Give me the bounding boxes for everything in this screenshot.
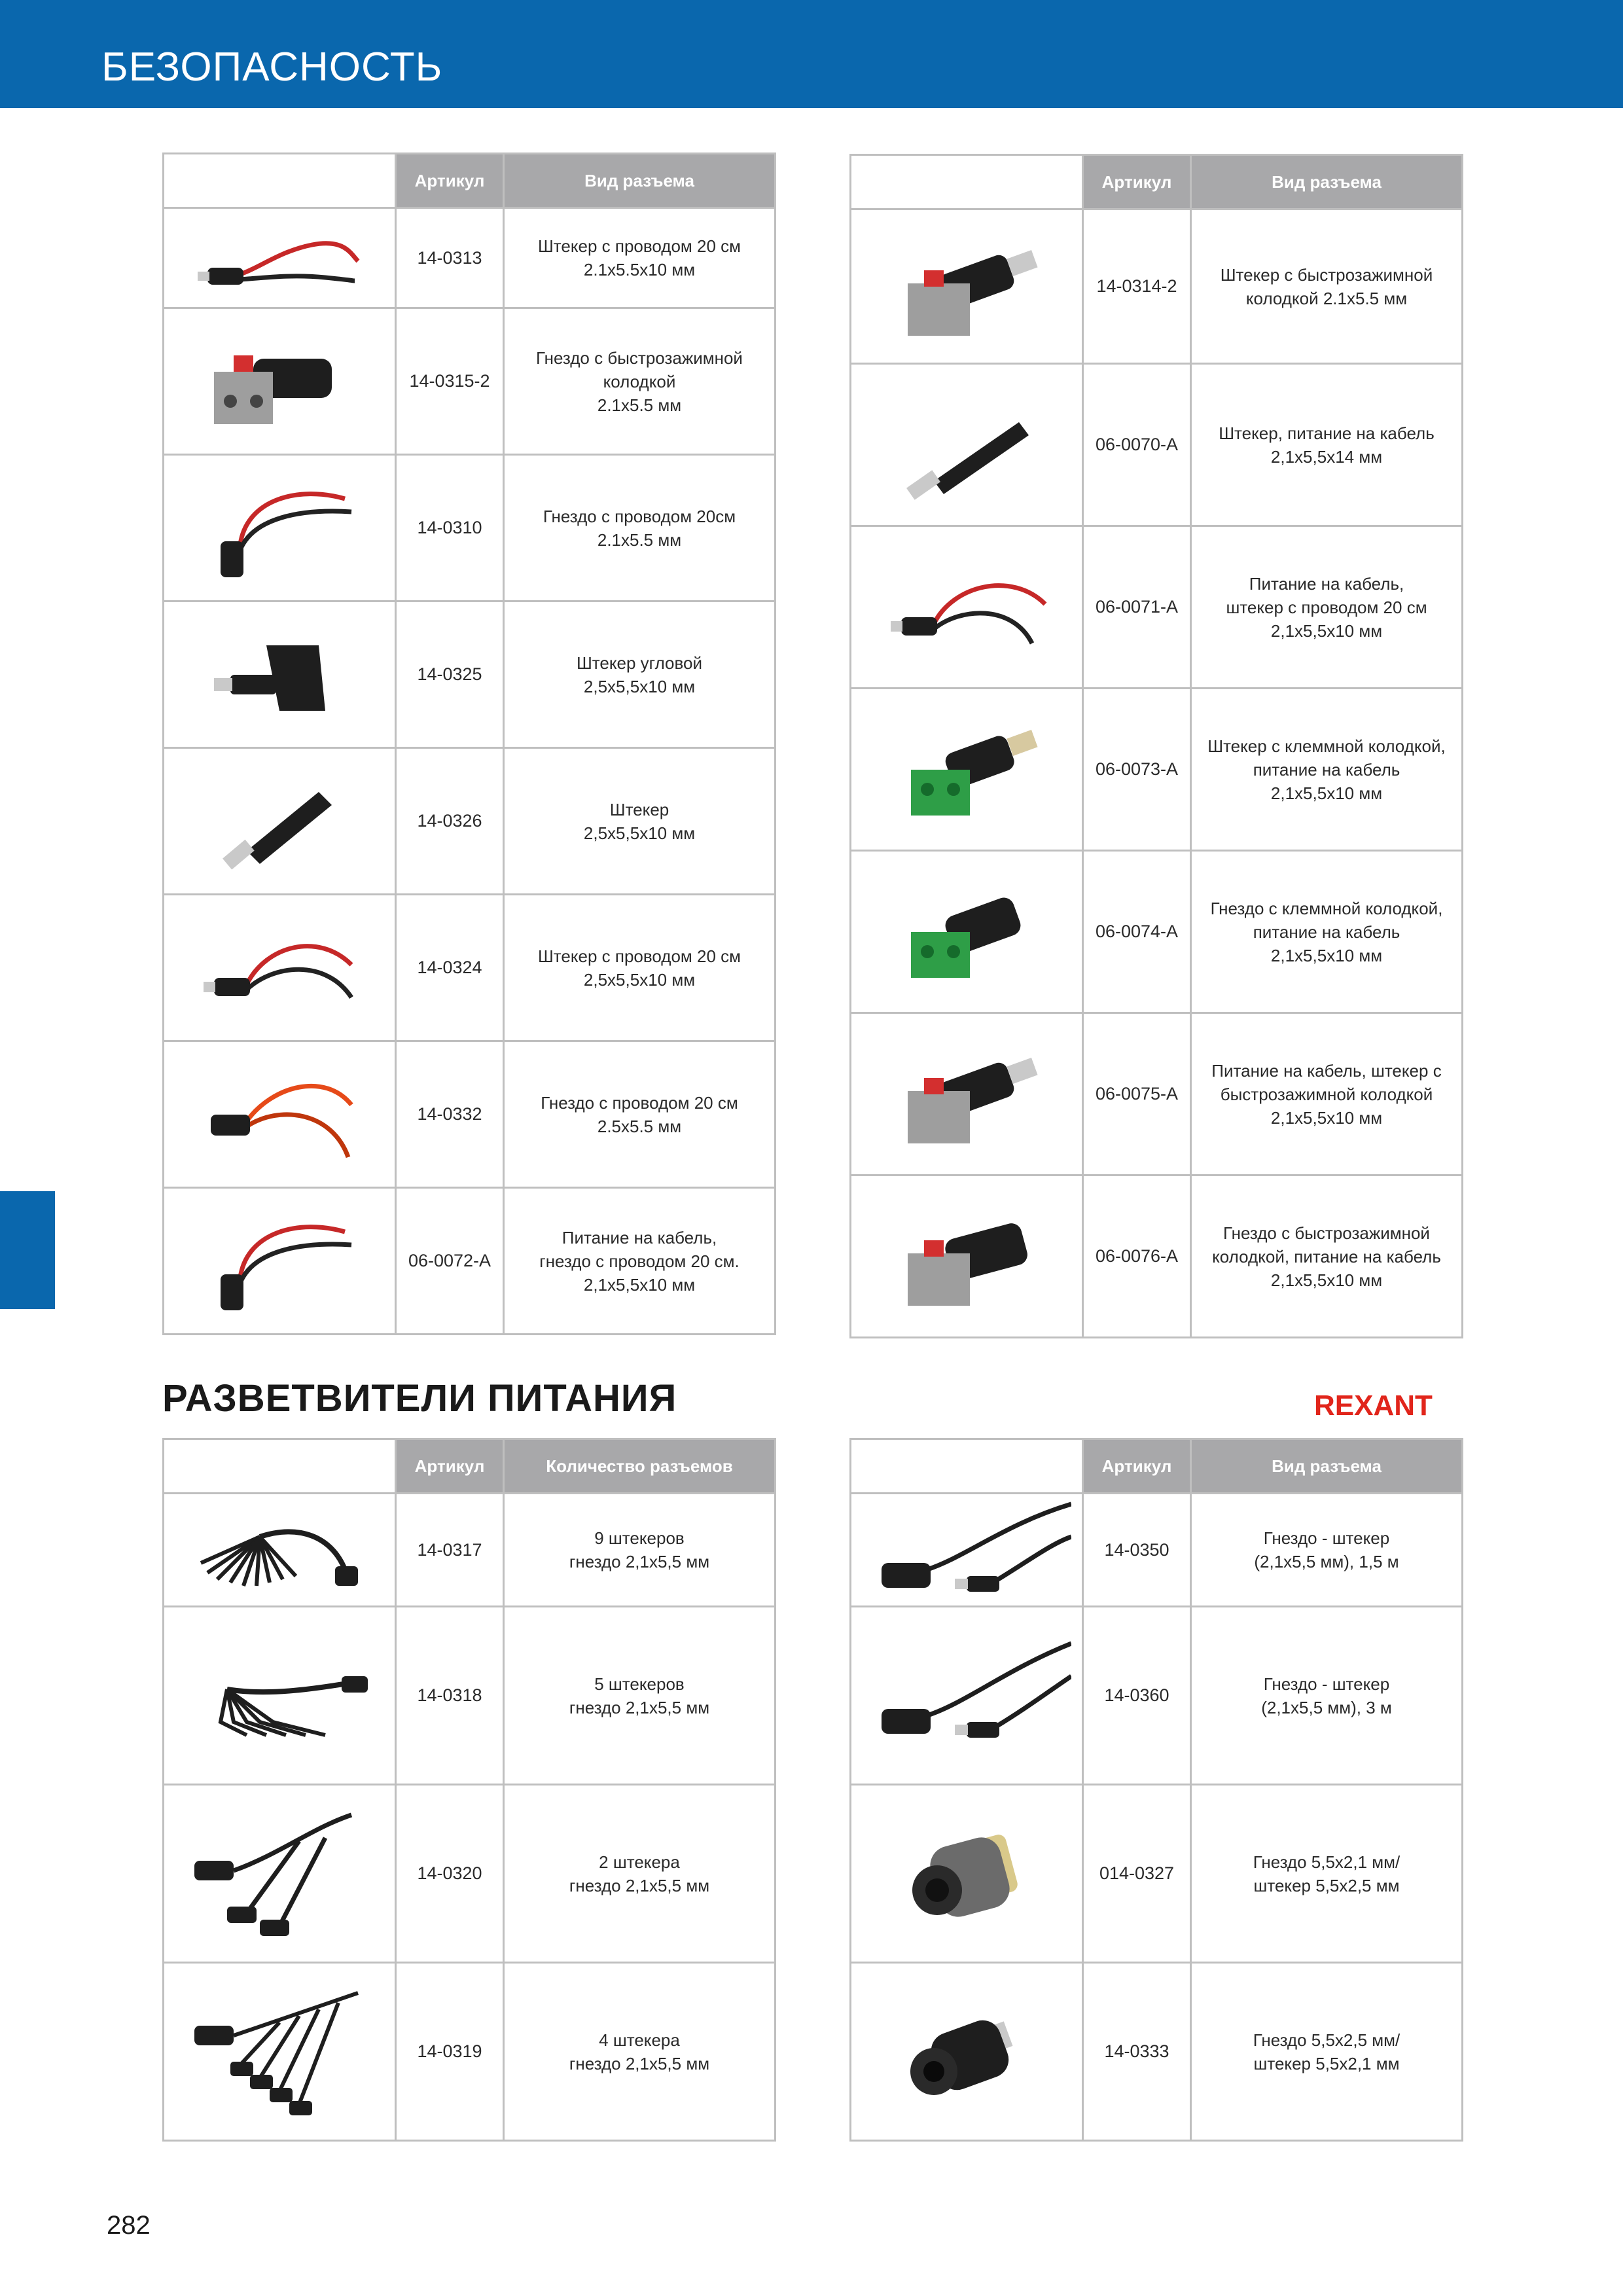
product-image xyxy=(851,1494,1083,1607)
desc-column-header: Вид разъема xyxy=(1191,155,1463,209)
header-bar xyxy=(0,0,1623,108)
desc-column-header: Количество разъемов xyxy=(504,1439,776,1494)
socket-wire-icon xyxy=(194,473,365,584)
table-row xyxy=(851,364,1463,526)
description-cell: 2 штекера гнездо 2,1x5,5 мм xyxy=(504,1785,776,1963)
article-cell: 06-0070-A xyxy=(1083,364,1191,526)
extension-cable-icon xyxy=(862,1630,1071,1761)
socket-clamp-icon xyxy=(194,326,365,437)
product-image xyxy=(164,208,396,308)
article-cell: 14-0310 xyxy=(396,455,504,601)
article-cell: 014-0327 xyxy=(1083,1785,1191,1963)
table-row xyxy=(164,1041,776,1188)
table-row xyxy=(164,895,776,1041)
article-cell: 14-0324 xyxy=(396,895,504,1041)
socket-terminal-green-icon xyxy=(882,870,1052,994)
image-column-header xyxy=(851,155,1083,209)
splitters-table-left xyxy=(162,1438,776,2142)
product-image xyxy=(851,364,1083,526)
article-cell: 06-0075-A xyxy=(1083,1013,1191,1175)
description-cell: Штекер угловой 2,5x5,5x10 мм xyxy=(504,601,776,748)
table-header-row xyxy=(164,1439,776,1494)
table-row xyxy=(851,1963,1463,2141)
table-row xyxy=(164,208,776,308)
image-column-header xyxy=(164,154,396,208)
connectors-table-right xyxy=(849,154,1463,1338)
product-image xyxy=(851,1785,1083,1963)
product-image xyxy=(851,689,1083,851)
table-row xyxy=(164,1607,776,1785)
description-cell: Гнездо с быстрозажимной колодкой 2.1x5.5 мм xyxy=(504,308,776,455)
rexant-logo xyxy=(1314,1388,1461,1420)
description-cell: Штекер с быстрозажимной колодкой 2.1x5.5 мм xyxy=(1191,209,1463,364)
product-image xyxy=(851,1607,1083,1785)
description-cell: Штекер с проводом 20 см 2.1x5.5x10 мм xyxy=(504,208,776,308)
product-image xyxy=(164,1041,396,1188)
connectors-table-left xyxy=(162,152,776,1335)
description-cell: Гнездо - штекер (2,1x5,5 мм), 1,5 м xyxy=(1191,1494,1463,1607)
table-header-row xyxy=(851,155,1463,209)
article-cell: 14-0315-2 xyxy=(396,308,504,455)
plug-wire-icon xyxy=(194,912,365,1024)
product-image xyxy=(164,1188,396,1335)
table-row xyxy=(164,1785,776,1963)
table-row xyxy=(164,455,776,601)
table-row xyxy=(164,308,776,455)
article-column-header: Артикул xyxy=(396,154,504,208)
article-column-header: Артикул xyxy=(1083,155,1191,209)
plug-wire-icon xyxy=(882,545,1052,670)
splitter-9-icon xyxy=(181,1498,378,1602)
table-row xyxy=(851,1494,1463,1607)
article-cell: 14-0350 xyxy=(1083,1494,1191,1607)
page-number: 282 xyxy=(107,2211,151,2240)
description-cell: 5 штекеров гнездо 2,1x5,5 мм xyxy=(504,1607,776,1785)
extension-cable-icon xyxy=(862,1498,1071,1602)
product-image xyxy=(164,601,396,748)
adapter-black-icon xyxy=(882,1986,1052,2117)
plug-clamp-icon xyxy=(882,1032,1052,1157)
socket-clamp-icon xyxy=(882,1194,1052,1319)
article-cell: 14-0360 xyxy=(1083,1607,1191,1785)
splitter-5-icon xyxy=(181,1630,378,1761)
description-cell: Штекер с проводом 20 см 2,5x5,5x10 мм xyxy=(504,895,776,1041)
product-image xyxy=(164,895,396,1041)
description-cell: Гнездо - штекер (2,1x5,5 мм), 3 м xyxy=(1191,1607,1463,1785)
section-title: РАЗВЕТВИТЕЛИ ПИТАНИЯ xyxy=(162,1377,677,1420)
article-cell: 14-0317 xyxy=(396,1494,504,1607)
product-image xyxy=(164,1785,396,1963)
description-cell: 9 штекеров гнездо 2,1x5,5 мм xyxy=(504,1494,776,1607)
article-cell: 06-0072-A xyxy=(396,1188,504,1335)
description-cell: Питание на кабель, штекер с быстрозажимной колодкой 2,1x5,5x10 мм xyxy=(1191,1013,1463,1175)
article-cell: 06-0076-A xyxy=(1083,1175,1191,1338)
description-cell: Штекер 2,5x5,5x10 мм xyxy=(504,748,776,895)
table-row xyxy=(851,1607,1463,1785)
article-cell: 14-0314-2 xyxy=(1083,209,1191,364)
straight-plug-icon xyxy=(194,766,365,877)
table-row xyxy=(851,209,1463,364)
brand-name: REXANT xyxy=(1314,1390,1433,1420)
image-column-header xyxy=(851,1439,1083,1494)
table-header-row xyxy=(164,154,776,208)
splitter-2-icon xyxy=(181,1802,378,1946)
table-row xyxy=(851,1175,1463,1338)
description-cell: Гнездо с быстрозажимной колодкой, питание на кабель 2,1x5,5x10 мм xyxy=(1191,1175,1463,1338)
description-cell: Питание на кабель, штекер с проводом 20 см 2,1x5,5x10 мм xyxy=(1191,526,1463,689)
table-row xyxy=(164,1188,776,1335)
product-image xyxy=(851,1013,1083,1175)
table-row xyxy=(851,1785,1463,1963)
desc-column-header: Вид разъема xyxy=(1191,1439,1463,1494)
side-tab-marker xyxy=(0,1191,55,1309)
product-image xyxy=(851,209,1083,364)
plug-terminal-green-icon xyxy=(882,708,1052,832)
product-image xyxy=(851,526,1083,689)
description-cell: Гнездо 5,5x2,1 мм/ штекер 5,5x2,5 мм xyxy=(1191,1785,1463,1963)
article-cell: 14-0326 xyxy=(396,748,504,895)
description-cell: Штекер с клеммной колодкой, питание на кабель 2,1x5,5x10 мм xyxy=(1191,689,1463,851)
table-row xyxy=(851,689,1463,851)
table-row xyxy=(164,1494,776,1607)
table-row xyxy=(851,851,1463,1013)
product-image xyxy=(851,1175,1083,1338)
straight-plug-icon xyxy=(882,383,1052,507)
plug-wire-icon xyxy=(194,215,365,300)
plug-clamp-icon xyxy=(882,224,1052,349)
table-header-row xyxy=(851,1439,1463,1494)
description-cell: Гнездо с проводом 20 см 2.5x5.5 мм xyxy=(504,1041,776,1188)
description-cell: Питание на кабель, гнездо с проводом 20 см. 2,1x5,5x10 мм xyxy=(504,1188,776,1335)
article-cell: 06-0074-A xyxy=(1083,851,1191,1013)
product-image xyxy=(851,1963,1083,2141)
description-cell: Гнездо с клеммной колодкой, питание на кабель 2,1x5,5x10 мм xyxy=(1191,851,1463,1013)
product-image xyxy=(164,748,396,895)
product-image xyxy=(164,308,396,455)
article-cell: 14-0325 xyxy=(396,601,504,748)
article-column-header: Артикул xyxy=(1083,1439,1191,1494)
description-cell: 4 штекера гнездо 2,1x5,5 мм xyxy=(504,1963,776,2141)
article-column-header: Артикул xyxy=(396,1439,504,1494)
article-cell: 06-0073-A xyxy=(1083,689,1191,851)
table-row xyxy=(164,601,776,748)
article-cell: 14-0332 xyxy=(396,1041,504,1188)
product-image xyxy=(164,455,396,601)
product-image xyxy=(164,1963,396,2141)
desc-column-header: Вид разъема xyxy=(504,154,776,208)
article-cell: 14-0319 xyxy=(396,1963,504,2141)
description-cell: Штекер, питание на кабель 2,1x5,5x14 мм xyxy=(1191,364,1463,526)
table-row xyxy=(164,748,776,895)
angled-plug-icon xyxy=(194,619,365,730)
description-cell: Гнездо с проводом 20см 2.1x5.5 мм xyxy=(504,455,776,601)
page-title: БЕЗОПАСНОСТЬ xyxy=(101,45,443,90)
image-column-header xyxy=(164,1439,396,1494)
socket-wire-icon xyxy=(194,1206,365,1317)
article-cell: 14-0313 xyxy=(396,208,504,308)
splitter-4-icon xyxy=(181,1980,378,2124)
article-cell: 14-0318 xyxy=(396,1607,504,1785)
description-cell: Гнездо 5,5x2,5 мм/ штекер 5,5x2,1 мм xyxy=(1191,1963,1463,2141)
table-row xyxy=(851,1013,1463,1175)
product-image xyxy=(164,1494,396,1607)
product-image xyxy=(164,1607,396,1785)
table-row xyxy=(164,1963,776,2141)
article-cell: 06-0071-A xyxy=(1083,526,1191,689)
product-image xyxy=(851,851,1083,1013)
adapter-grey-icon xyxy=(882,1808,1052,1939)
article-cell: 14-0333 xyxy=(1083,1963,1191,2141)
socket-wire-icon xyxy=(194,1059,365,1170)
splitters-table-right xyxy=(849,1438,1463,2142)
table-row xyxy=(851,526,1463,689)
article-cell: 14-0320 xyxy=(396,1785,504,1963)
